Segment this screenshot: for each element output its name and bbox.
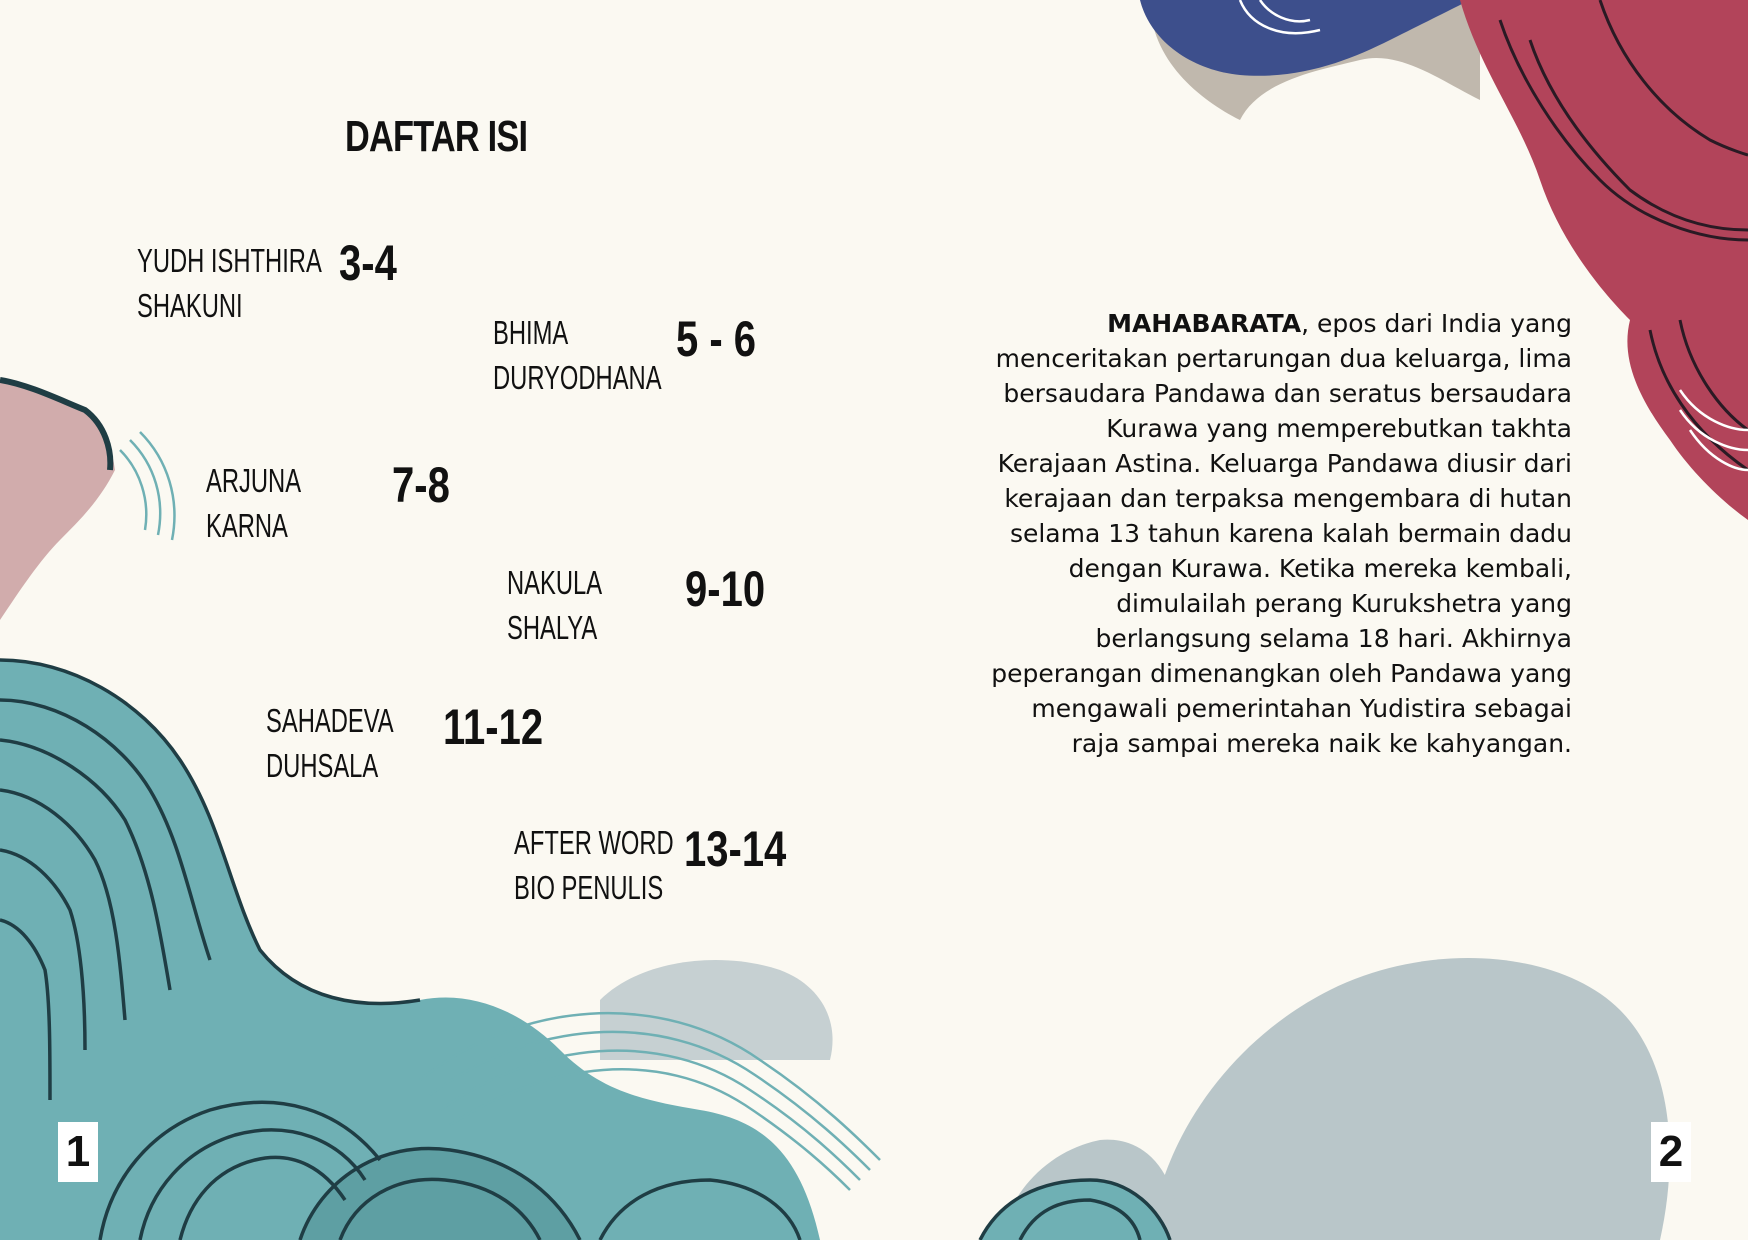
toc-entry-line1: ARJUNA <box>206 462 302 499</box>
page-number-right: 2 <box>1651 1122 1691 1182</box>
toc-entry-pages: 9-10 <box>685 561 766 617</box>
toc-entry-line2: SHALYA <box>507 609 598 646</box>
toc-entry-line2: DURYODHANA <box>493 359 662 396</box>
toc-entry-sahadeva <box>266 698 544 788</box>
toc-entry-line2: KARNA <box>206 507 288 544</box>
toc-entry-line2: BIO PENULIS <box>514 869 664 906</box>
left-pink-hook-shape <box>0 380 115 620</box>
toc-entry-pages: 11-12 <box>443 699 544 755</box>
toc-entry-afterword <box>514 820 787 910</box>
summary-lead: MAHABARATA <box>1107 309 1302 338</box>
toc-entry-line1: AFTER WORD <box>514 824 674 861</box>
summary-text: , epos dari India yang menceritakan pertarungan dua keluarga, lima bersaudara Pandawa dan seratus bersaudara Kurawa yang memperebutkan takhta Kerajaan Astina. Keluarga Pandawa diusir dari kerajaan dan terpaksa mengembara di hutan selama 13 tahun karena kalah bermain dadu dengan Kurawa. Ketika mereka kembali, dimulailah perang Kurukshetra yang berlangsung selama 18 hari. Akhirnya peperangan dimenangkan oleh Pandawa yang mengawali pemerintahan Yudistira sebagai raja sampai mereka naik ke kahyangan. <box>991 309 1572 758</box>
toc-title: DAFTAR ISI <box>345 112 528 161</box>
story-summary <box>990 306 1572 761</box>
toc-entry-yudhishthira <box>137 235 397 328</box>
toc-entry-nakula <box>507 560 766 650</box>
toc-entry-line1: BHIMA <box>493 314 569 351</box>
toc-entry-arjuna <box>206 457 450 548</box>
grey-blue-blob-mid <box>600 960 833 1060</box>
toc-entry-bhima <box>493 310 757 400</box>
toc-entry-names <box>266 698 394 788</box>
page-number-left: 1 <box>58 1122 98 1182</box>
toc-entry-pages: 13-14 <box>684 821 787 877</box>
toc-entry-names <box>514 820 674 910</box>
toc-entry-names <box>493 310 662 400</box>
toc-entry-pages: 7-8 <box>392 457 450 513</box>
toc-entry-line1: YUDH ISHTHIRA <box>137 242 322 279</box>
grey-blue-blob-large <box>1150 958 1670 1240</box>
toc-entry-pages: 5 - 6 <box>676 311 757 367</box>
toc-entry-line1: SAHADEVA <box>266 702 394 739</box>
toc-entry-line2: DUHSALA <box>266 747 379 784</box>
toc-entry-names <box>137 238 322 328</box>
toc-entry-line1: NAKULA <box>507 564 603 601</box>
toc-entry-line2: SHAKUNI <box>137 287 243 324</box>
toc-entry-names <box>507 560 602 650</box>
toc-entry-pages: 3-4 <box>339 235 397 291</box>
toc-entry-names <box>206 458 301 548</box>
